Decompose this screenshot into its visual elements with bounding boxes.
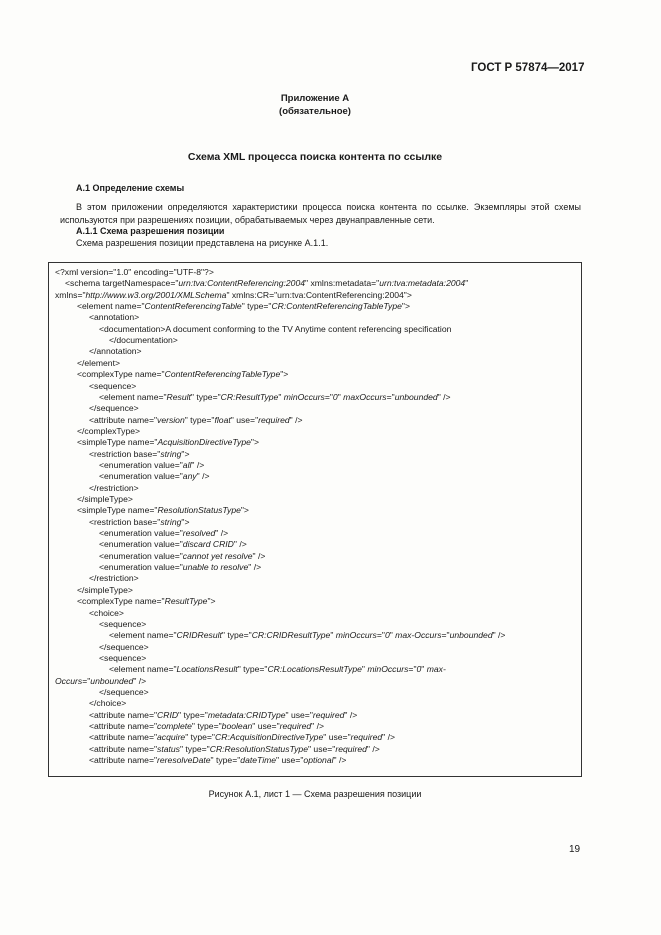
page-title: Схема XML процесса поиска контента по ссылке	[187, 151, 443, 163]
xml-line: </restriction>	[89, 573, 139, 584]
xml-line: </sequence>	[99, 686, 149, 697]
xml-line: <simpleType name="ResolutionStatusType">	[77, 505, 249, 516]
xml-line: </sequence>	[89, 403, 139, 414]
xml-line: <annotation>	[89, 312, 140, 323]
xml-line: <sequence>	[89, 380, 137, 391]
xml-line: </annotation>	[89, 346, 142, 357]
xml-line: <documentation>A document conforming to the TV Anytime content referencing specification	[99, 323, 452, 334]
section-a1-paragraph	[60, 201, 581, 226]
annex-heading	[0, 92, 630, 118]
xml-line: <attribute name="CRID" type="metadata:CRIDType" use="required" />	[89, 709, 358, 720]
xml-line: <complexType name="ResultType">	[77, 596, 216, 607]
xml-line: <enumeration value="cannot yet resolve" />	[99, 550, 266, 561]
xml-line: <schema targetNamespace="urn:tva:ContentReferencing:2004" xmlns:metadata="urn:tva:metadata:2004"	[65, 278, 469, 289]
xml-line: <attribute name="status" type="CR:ResolutionStatusType" use="required" />	[89, 743, 380, 754]
xml-line: <enumeration value="discard CRID" />	[99, 539, 247, 550]
xml-line: <attribute name="acquire" type="CR:AcquisitionDirectiveType" use="required" />	[89, 732, 396, 743]
xml-line: </complexType>	[77, 425, 141, 436]
xml-line: </simpleType>	[77, 584, 133, 595]
xml-line: <sequence>	[99, 618, 147, 629]
section-a11-heading: А.1.1 Схема разрешения позиции	[76, 226, 225, 236]
xml-line: <attribute name="reresolveDate" type="dateTime" use="optional" />	[89, 755, 347, 766]
standard-number: ГОСТ Р 57874—2017	[471, 62, 585, 74]
xml-line: </choice>	[89, 698, 127, 709]
xml-line: <element name="Result" type="CR:ResultType" minOccurs="0" maxOccurs="unbounded" />	[99, 391, 451, 402]
xml-line: <enumeration value="any" />	[99, 471, 210, 482]
xml-line: <sequence>	[99, 652, 147, 663]
xml-line: </simpleType>	[77, 494, 133, 504]
xml-line: <enumeration value="all" />	[99, 459, 205, 470]
xml-line: <element name="LocationsResult" type="CR:LocationsResultType" minOccurs="0" max-	[109, 664, 446, 675]
xml-line: <attribute name="complete" type="boolean" use="required" />	[89, 721, 325, 731]
xml-line: <attribute name="version" type="float" use="required" />	[89, 414, 303, 425]
xml-line: </element>	[77, 357, 120, 368]
annex-status: (обязательное)	[279, 106, 351, 117]
xml-line: <simpleType name="AcquisitionDirectiveType">	[77, 437, 259, 448]
section-a1-heading: А.1 Определение схемы	[76, 183, 185, 193]
annex-title: Приложение А	[280, 93, 350, 104]
xml-line: <complexType name="ContentReferencingTableType">	[77, 369, 289, 380]
xml-line: </sequence>	[99, 641, 149, 652]
xml-schema-box	[48, 262, 582, 777]
section-a1-text: В этом приложении определяются характеристики процесса поиска контента по ссылке. Экземпляры этой схемы используются при разрешениях позиции, обрабатываемых через двунаправленные сети.	[60, 202, 581, 225]
xml-line: <restriction base="string">	[89, 448, 190, 459]
xml-line: <enumeration value="unable to resolve" />	[99, 562, 262, 573]
xml-line: <?xml version="1.0" encoding="UTF-8"?>	[55, 267, 214, 277]
xml-line: <restriction base="string">	[89, 516, 190, 527]
figure-caption: Рисунок А.1, лист 1 — Схема разрешения позиции	[208, 789, 422, 799]
xml-line: Occurs="unbounded" />	[55, 675, 147, 686]
xml-line: xmlns="http://www.w3.org/2001/XMLSchema" xmlns:CR="urn:tva:ContentReferencing:2004">	[55, 289, 412, 300]
xml-line: <enumeration value="resolved" />	[99, 528, 229, 539]
page-number: 19	[569, 844, 581, 855]
xml-line: <element name="ContentReferencingTable" type="CR:ContentReferencingTableType">	[77, 301, 410, 312]
xml-line: <choice>	[89, 607, 124, 618]
xml-line: </restriction>	[89, 482, 139, 493]
xml-line: <element name="CRIDResult" type="CR:CRIDResultType" minOccurs="0" max-Occurs="unbounded" />	[109, 630, 506, 641]
xml-line: </documentation>	[109, 335, 178, 346]
section-a11-text: Схема разрешения позиции представлена на рисунке А.1.1.	[76, 238, 329, 248]
